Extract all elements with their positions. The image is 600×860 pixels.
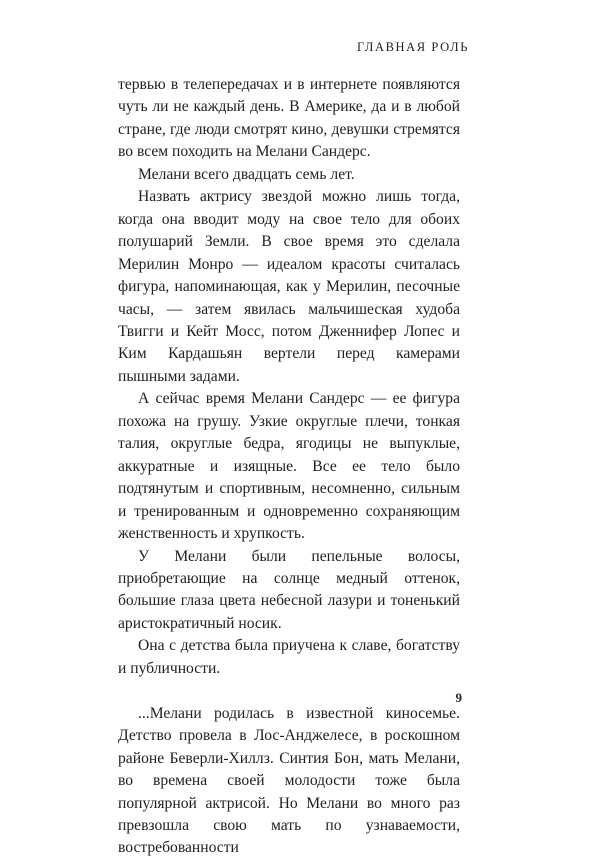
paragraph: ...Мелани родилась в известной киносемье. Детство провела в Лос-Анджелесе, в роскошном районе Беверли-Хиллз. Синтия Бон, мать Мелани, во времена своей молодости тоже была популярной актрисой. Но Мелани во много раз превзошла свою мать по узнаваемости, востребованности [118,704,460,857]
body-text [118,74,460,860]
paragraph: Мелани всего двадцать семь лет. [138,165,355,183]
paragraph: У Мелани были пепельные волосы, приобретающие на солнце медный оттенок, большие глаза цвета небесной лазури и тоненький аристократичный носик. [118,547,460,632]
running-title: ГЛАВНАЯ РОЛЬ [356,40,469,54]
page-number: 9 [455,690,462,705]
paragraph: А сейчас время Мелани Сандерс — ее фигура похожа на грушу. Узкие округлые плечи, тонкая талия, округлые бедра, ягодицы не выпуклые, аккуратные и изящные. Все ее тело было подтянутым и спортивным, несомненно, сильным и тренированным и одновременно сохраняющим женственность и хрупкость. [118,390,460,543]
paragraph: тервью в телепередачах и в интернете появляются чуть ли не каждый день. В Америке, да и в любой стране, где люди смотрят кино, девушки стремятся во всем походить на Мелани Сандерс. [118,76,460,161]
paragraph: Она с детства была приучена к славе, богатству и публичности. [118,637,460,677]
paragraph: Назвать актрису звездой можно лишь тогда, когда она вводит моду на свое тело для обоих полушарий Земли. В свое время это сделала Мерилин Монро — идеалом красоты считалась фигура, напоминающая, как у Мерилин, песочные часы, — затем явилась мальчишеская худоба Твигги и Кейт Мосс, потом Дженнифер Лопес и Ким Кардашьян вертели перед камерами пышными задами. [118,188,460,385]
